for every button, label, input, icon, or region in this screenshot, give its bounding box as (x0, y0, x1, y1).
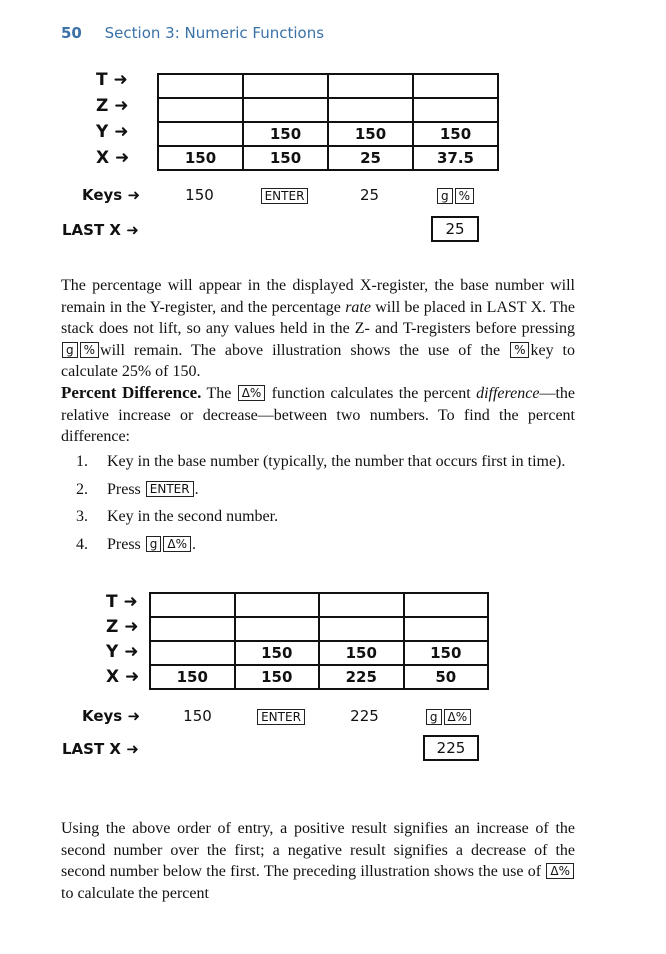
register-label-x: X ➜ (106, 667, 140, 687)
cell (235, 617, 320, 641)
key-step-3: 225 (350, 707, 379, 725)
lastx-box: 25 (431, 216, 479, 242)
subheading-percent-difference: Percent Difference. (61, 383, 202, 402)
g-key: g (146, 536, 162, 552)
enter-key: ENTER (146, 481, 194, 497)
key-step-2 (242, 186, 327, 204)
key-step-2 (237, 707, 325, 725)
page-header (61, 24, 324, 42)
cell (404, 617, 489, 641)
register-label-t: T ➜ (106, 592, 138, 612)
cell (235, 593, 320, 617)
cell: 150 (413, 122, 498, 146)
key-step-4 (412, 186, 499, 204)
register-label-y: Y ➜ (106, 642, 139, 662)
stack-row-z (158, 98, 498, 122)
cell (150, 593, 235, 617)
lastx-label: LAST X ➜ (62, 740, 139, 758)
delta-percent-key: Δ% (546, 863, 574, 879)
stack-row-t (150, 593, 488, 617)
cell: 225 (319, 665, 404, 689)
stack-diagram-2 (0, 590, 666, 770)
register-label-z: Z ➜ (96, 96, 129, 116)
lastx-label: LAST X ➜ (62, 221, 139, 239)
percent-key: % (510, 342, 529, 358)
cell: 150 (328, 122, 413, 146)
list-item: 3. Key in the second number. (76, 508, 279, 525)
key-step-1: 150 (185, 186, 214, 204)
cell: 150 (158, 146, 243, 170)
cell (413, 98, 498, 122)
cell: 150 (150, 665, 235, 689)
cell (243, 98, 328, 122)
cell: 150 (243, 146, 328, 170)
cell (158, 74, 243, 98)
cell: 150 (404, 641, 489, 665)
steps-list (61, 451, 575, 561)
cell (319, 617, 404, 641)
enter-key: ENTER (261, 188, 309, 204)
cell (158, 122, 243, 146)
section-title: Section 3: Numeric Functions (104, 24, 325, 42)
register-label-t: T ➜ (96, 70, 128, 90)
paragraph-entry-order: Using the above order of entry, a positive result signifies an increase of the second number over the first; a negative result signifies a decrease of the second number below the first. The preceding illustration shows the use of Δ% to calculate the percent (61, 820, 575, 902)
cell (150, 617, 235, 641)
delta-percent-key: Δ% (444, 709, 472, 725)
key-step-1: 150 (183, 707, 212, 725)
lastx-box: 225 (423, 735, 479, 761)
cell (328, 74, 413, 98)
percent-key: % (80, 342, 99, 358)
cell: 150 (235, 641, 320, 665)
cell (158, 98, 243, 122)
stack-grid (149, 592, 489, 690)
cell (413, 74, 498, 98)
stack-row-y (150, 641, 488, 665)
register-label-x: X ➜ (96, 148, 130, 168)
g-key: g (426, 709, 442, 725)
stack-row-y (158, 122, 498, 146)
stack-row-x (158, 146, 498, 170)
cell (319, 593, 404, 617)
stack-diagram-1 (0, 70, 666, 245)
cell: 150 (319, 641, 404, 665)
cell (328, 98, 413, 122)
keys-label: Keys ➜ (82, 186, 141, 204)
cell: 37.5 (413, 146, 498, 170)
cell: 150 (243, 122, 328, 146)
list-item: 1. Key in the base number (typically, the number that occurs first in time). (76, 453, 566, 470)
g-key: g (62, 342, 78, 358)
paragraph-percent-result: The percentage will appear in the displayed X-register, the base number will remain in the Y-register, and the percentage rate will be placed in LAST X. The stack does not lift, so any values held in the Z- and T-registers before pressing g % will remain. The above illustration shows the use of the % key to calculate 25% of 150. (61, 277, 575, 380)
g-key: g (437, 188, 453, 204)
cell (150, 641, 235, 665)
stack-grid (157, 73, 499, 171)
stack-row-x (150, 665, 488, 689)
list-item: 4. Press g Δ% . (76, 535, 197, 553)
keys-label: Keys ➜ (82, 707, 141, 725)
stack-row-t (158, 74, 498, 98)
delta-percent-key: Δ% (238, 385, 266, 401)
list-item: 2. Press ENTER . (76, 480, 199, 498)
stack-row-z (150, 617, 488, 641)
paragraph-percent-difference: Percent Difference. The Δ% function calculates the percent difference—the relative increase or decrease—between two numbers. To find the percent difference: (61, 383, 575, 445)
key-step-3: 25 (359, 186, 380, 204)
enter-key: ENTER (257, 709, 305, 725)
page-number: 50 (61, 24, 82, 42)
register-label-y: Y ➜ (96, 122, 129, 142)
delta-percent-key: Δ% (163, 536, 191, 552)
cell: 50 (404, 665, 489, 689)
cell (404, 593, 489, 617)
cell (243, 74, 328, 98)
cell: 150 (235, 665, 320, 689)
key-step-4 (405, 707, 492, 725)
percent-key: % (455, 188, 474, 204)
register-label-z: Z ➜ (106, 617, 139, 637)
cell: 25 (328, 146, 413, 170)
